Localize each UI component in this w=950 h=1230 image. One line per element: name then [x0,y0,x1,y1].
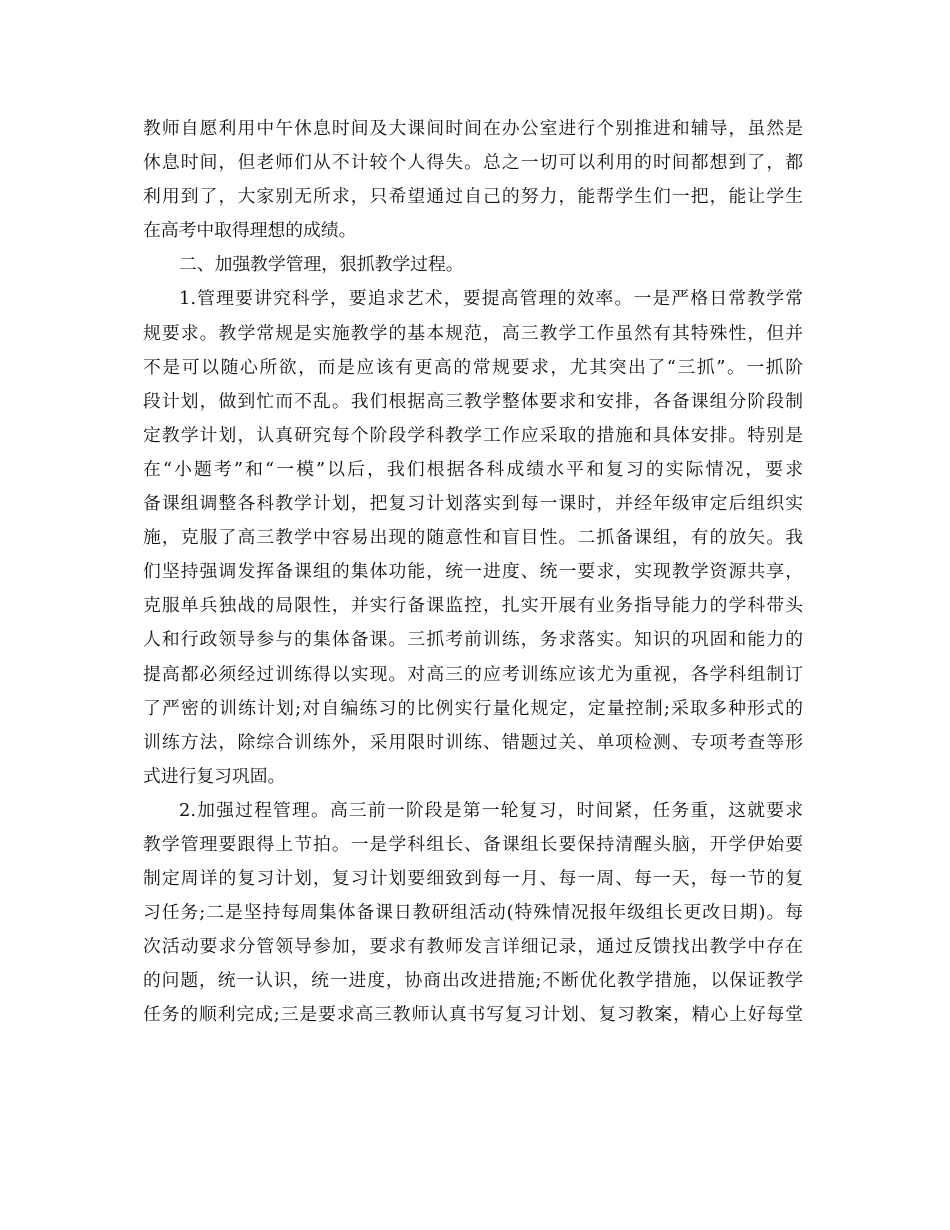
text-line: 2.加强过程管理。高三前一阶段是第一轮复习，时间紧，任务重，这就要求 [179,799,803,821]
text-line: 们坚持强调发挥备课组的集体功能，统一进度、统一要求，实现教学资源共享， [143,561,803,583]
text-line: 次活动要求分管领导参加，要求有教师发言详细记录，通过反馈找出教学中存在 [143,936,803,958]
text-line: 利用到了，大家别无所求，只希望通过自己的努力，能帮学生们一把，能让学生 [143,186,803,208]
text-line: 在高考中取得理想的成绩。 [143,220,357,242]
text-line: 在“小题考”和“一模”以后，我们根据各科成绩水平和复习的实际情况，要求 [143,458,803,480]
text-line: 了严密的训练计划;对自编练习的比例实行量化规定，定量控制;采取多种形式的 [143,697,803,719]
paragraph-1 [143,112,803,248]
text-line: 不是可以随心所欲，而是应该有更高的常规要求，尤其突出了“三抓”。一抓阶 [143,356,803,378]
text-line: 的问题，统一认识，统一进度，协商出改进措施;不断优化教学措施，以保证教学 [143,970,803,992]
text-line: 段计划，做到忙而不乱。我们根据高三教学整体要求和安排，各备课组分阶段制 [143,390,803,412]
text-line: 定教学计划，认真研究每个阶段学科教学工作应采取的措施和具体安排。特别是 [143,424,803,446]
text-line: 训练方法，除综合训练外，采用限时训练、错题过关、单项检测、专项考查等形 [143,731,803,753]
text-line: 人和行政领导参与的集体备课。三抓考前训练，务求落实。知识的巩固和能力的 [143,629,803,651]
text-line: 式进行复习巩固。 [143,765,286,787]
text-line: 教学管理要跟得上节拍。一是学科组长、备课组长要保持清醒头脑，开学伊始要 [143,833,803,855]
paragraph-2 [143,282,803,793]
text-line: 教师自愿利用中午休息时间及大课间时间在办公室进行个别推进和辅导，虽然是 [143,118,803,139]
section-heading [143,248,803,282]
text-line: 二、加强教学管理，狠抓教学过程。 [179,254,464,276]
document-page [143,112,803,1033]
text-line: 备课组调整各科教学计划，把复习计划落实到每一课时，并经年级审定后组织实 [143,493,803,515]
text-line: 克服单兵独战的局限性，并实行备课监控，扎实开展有业务指导能力的学科带头 [143,595,803,617]
text-line: 提高都必须经过训练得以实现。对高三的应考训练应该尤为重视，各学科组制订 [143,663,803,685]
text-line: 休息时间，但老师们从不计较个人得失。总之一切可以利用的时间都想到了，都 [143,152,803,174]
paragraph-3 [143,794,803,1033]
text-line: 任务的顺利完成;三是要求高三教师认真书写复习计划、复习教案，精心上好每堂 [143,1004,803,1026]
text-line: 1.管理要讲究科学，要追求艺术，要提高管理的效率。一是严格日常教学常 [179,288,803,310]
text-line: 施，克服了高三教学中容易出现的随意性和盲目性。二抓备课组，有的放矢。我 [143,527,803,549]
text-line: 习任务;二是坚持每周集体备课日教研组活动(特殊情况报年级组长更改日期)。每 [143,902,803,924]
text-line: 制定周详的复习计划，复习计划要细致到每一月、每一周、每一天，每一节的复 [143,868,803,890]
text-line: 规要求。教学常规是实施教学的基本规范，高三教学工作虽然有其特殊性，但并 [143,322,803,344]
